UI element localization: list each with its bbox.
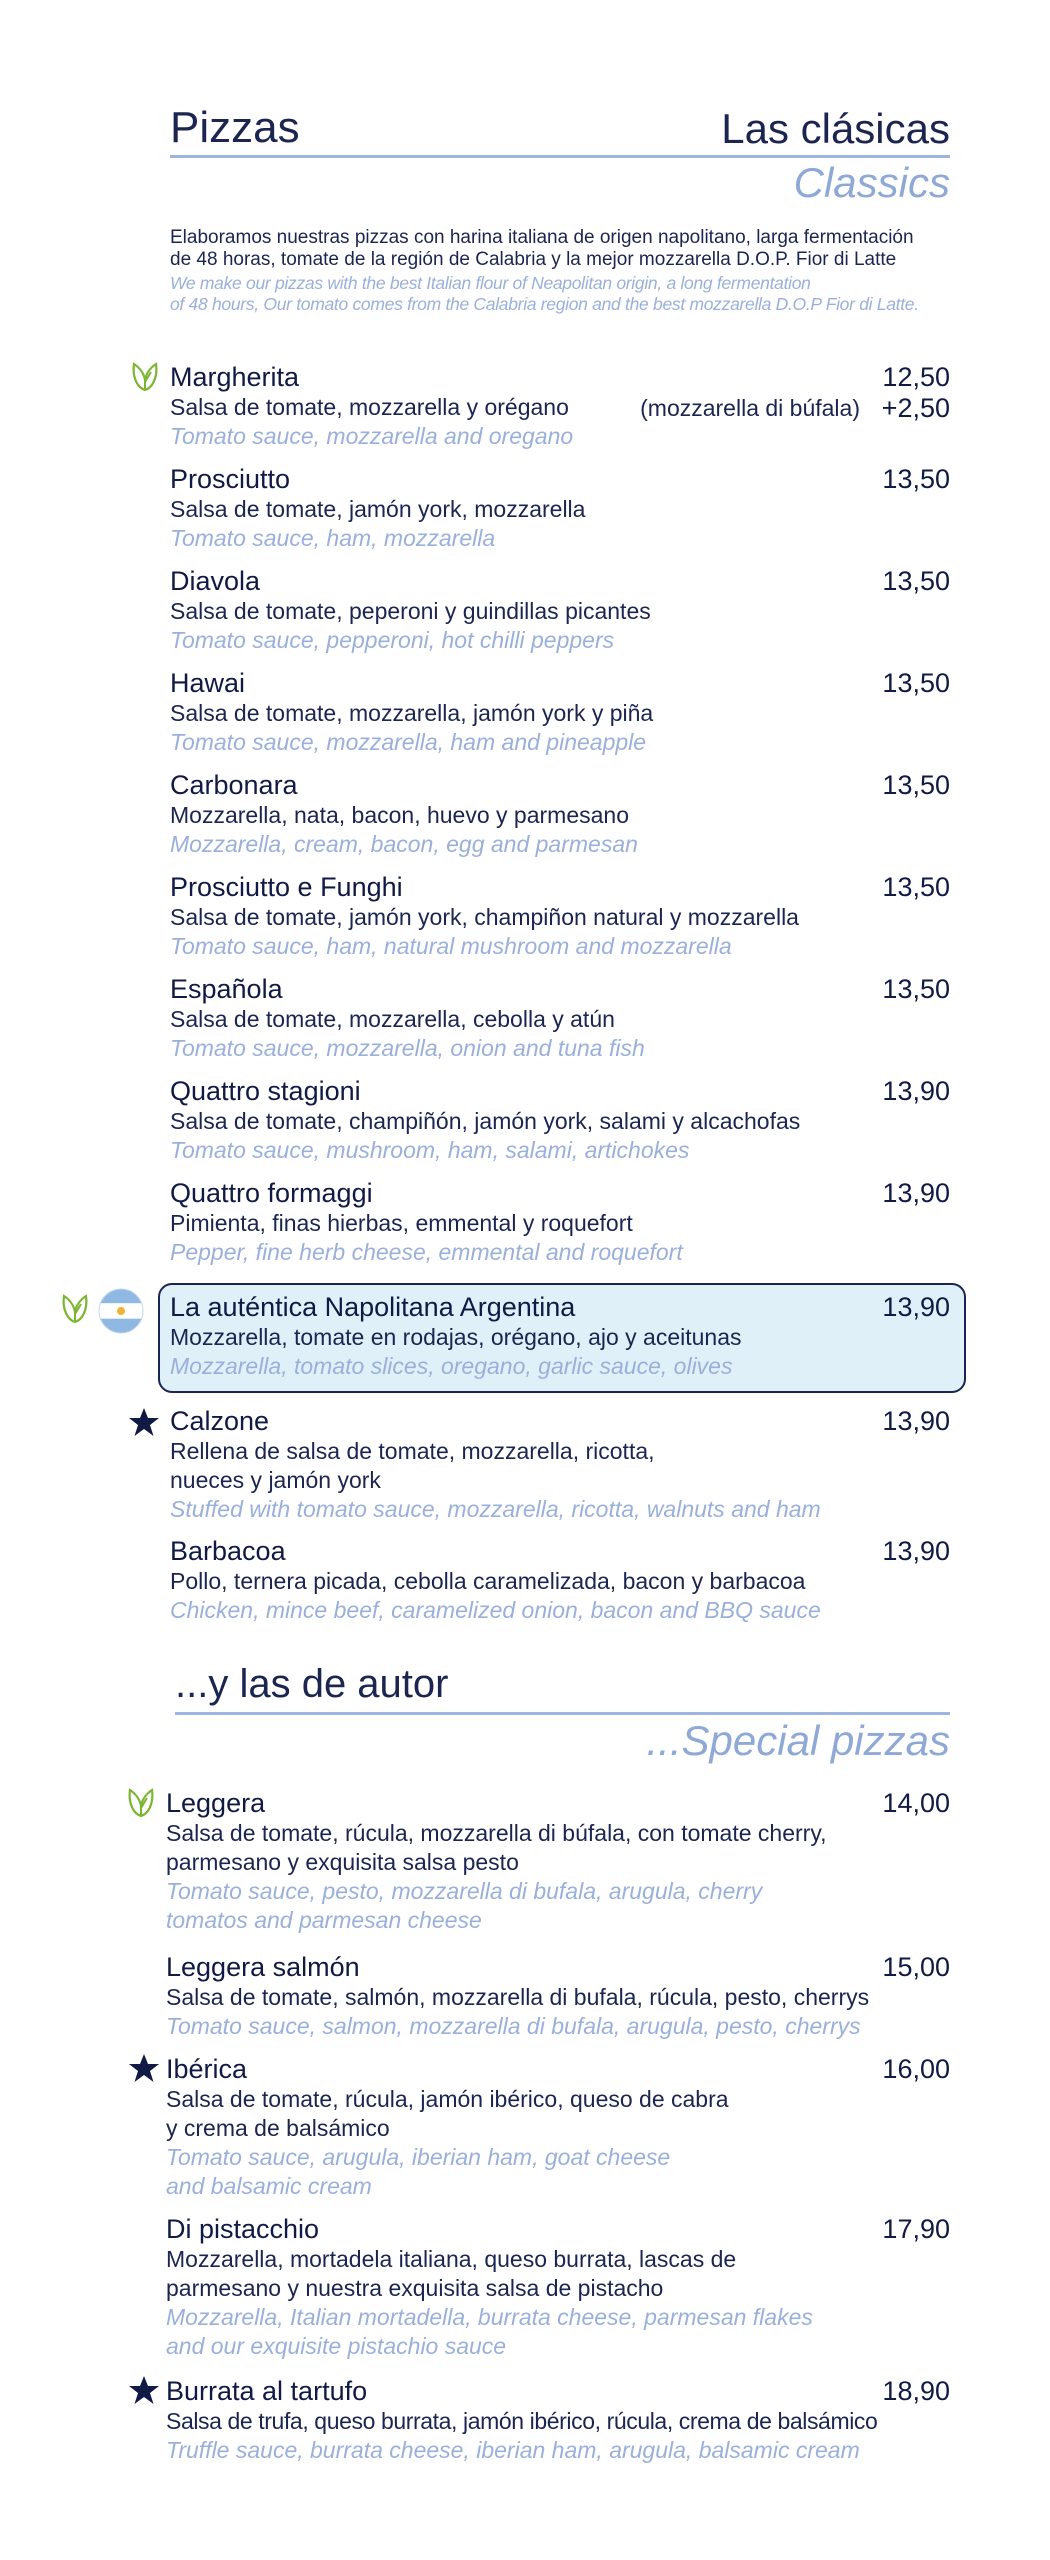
item-desc-en: Tomato sauce, mozzarella, onion and tuna fish [170, 1035, 645, 1061]
page-title: Pizzas [170, 103, 300, 152]
item-desc-es: Pimienta, finas hierbas, emmental y roquefort [170, 1210, 633, 1236]
menu-item-margherita [170, 362, 950, 451]
star-icon [128, 2374, 160, 2406]
item-desc-es: Pollo, ternera picada, cebolla caramelizada, bacon y barbacoa [170, 1568, 806, 1594]
section-title-en: Classics [793, 159, 950, 206]
item-desc-en: Tomato sauce, mozzarella and oregano [170, 423, 574, 449]
item-desc-es-line1: Mozzarella, mortadela italiana, queso burrata, lascas de [166, 2246, 737, 2272]
item-extra-price: +2,50 [881, 393, 950, 423]
item-desc-es-line2: parmesano y nuestra exquisita salsa de pistacho [166, 2275, 664, 2301]
menu-item-quattro-stagioni [170, 1076, 950, 1165]
item-price: 14,00 [882, 1788, 950, 1818]
intro-text [170, 227, 960, 315]
item-name: Calzone [170, 1406, 270, 1436]
item-name: Española [170, 974, 283, 1004]
item-desc-es-line2: nueces y jamón york [170, 1467, 381, 1493]
item-desc-es: Mozzarella, nata, bacon, huevo y parmesano [170, 802, 629, 828]
menu-item-espanola [170, 974, 950, 1063]
item-desc-es: Salsa de tomate, jamón york, mozzarella [170, 496, 586, 522]
item-desc-en-line2: and balsamic cream [166, 2173, 372, 2199]
item-desc-es-line1: Salsa de tomate, rúcula, jamón ibérico, queso de cabra [166, 2086, 729, 2112]
section-title-es: Las clásicas [721, 105, 950, 152]
item-desc-en: Tomato sauce, mushroom, ham, salami, artichokes [170, 1137, 690, 1163]
item-name: Prosciutto e Funghi [170, 872, 403, 902]
item-desc-en-line1: Tomato sauce, arugula, iberian ham, goat cheese [166, 2144, 671, 2170]
item-desc-es-line2: parmesano y exquisita salsa pesto [166, 1849, 519, 1875]
item-price: 13,50 [882, 770, 950, 800]
item-desc-es: Salsa de tomate, peperoni y guindillas picantes [170, 598, 651, 624]
menu-item-prosciutto [170, 464, 950, 553]
item-price: 13,50 [882, 872, 950, 902]
menu-item-leggera-salmon [166, 1952, 950, 2041]
item-desc-en: Chicken, mince beef, caramelized onion, bacon and BBQ sauce [170, 1597, 821, 1623]
item-desc-es-line1: Rellena de salsa de tomate, mozzarella, ricotta, [170, 1438, 655, 1464]
item-price: 18,90 [882, 2376, 950, 2406]
item-desc-es: Salsa de trufa, queso burrata, jamón ibérico, rúcula, crema de balsámico [166, 2408, 878, 2434]
leaf-icon [124, 1786, 158, 1820]
special-section-divider [175, 1712, 950, 1715]
menu-item-barbacoa [170, 1536, 950, 1625]
item-desc-es-line1: Salsa de tomate, rúcula, mozzarella di búfala, con tomate cherry, [166, 1820, 827, 1846]
item-name: Quattro stagioni [170, 1076, 361, 1106]
item-desc-es: Salsa de tomate, mozzarella, jamón york y piña [170, 700, 654, 726]
item-price: 13,50 [882, 464, 950, 494]
item-desc-en: Tomato sauce, mozzarella, ham and pineapple [170, 729, 647, 755]
item-price: 17,90 [882, 2214, 950, 2244]
menu-item-prosciutto-e-funghi [170, 872, 950, 961]
item-desc-es: Salsa de tomate, salmón, mozzarella di bufala, rúcula, pesto, cherrys [166, 1984, 870, 2010]
item-desc-es: Salsa de tomate, champiñón, jamón york, salami y alcachofas [170, 1108, 801, 1134]
item-name: Diavola [170, 566, 261, 596]
item-price: 13,50 [882, 668, 950, 698]
item-desc-en: Mozzarella, cream, bacon, egg and parmesan [170, 831, 638, 857]
item-name: Hawai [170, 668, 246, 698]
item-desc-en: Stuffed with tomato sauce, mozzarella, ricotta, walnuts and ham [170, 1496, 821, 1522]
item-desc-en: Mozzarella, tomato slices, oregano, garlic sauce, olives [170, 1353, 733, 1379]
item-price: 12,50 [882, 362, 950, 392]
item-price: 13,90 [882, 1406, 950, 1436]
menu-item-di-pistacchio [166, 2214, 950, 2361]
star-icon [128, 1406, 160, 1438]
item-name: Margherita [170, 362, 300, 392]
argentina-flag-icon [98, 1288, 144, 1334]
item-desc-en: Tomato sauce, ham, natural mushroom and mozzarella [170, 933, 732, 959]
item-name: Barbacoa [170, 1536, 286, 1566]
item-price: 13,90 [882, 1536, 950, 1566]
item-extra-label: (mozzarella di búfala) [640, 395, 860, 421]
item-price: 13,50 [882, 974, 950, 1004]
item-name: Leggera [166, 1788, 266, 1818]
item-name: Di pistacchio [166, 2214, 320, 2244]
item-desc-en-line2: and our exquisite pistachio sauce [166, 2333, 507, 2359]
menu-item-napolitana-argentina [170, 1292, 950, 1381]
item-name: Ibérica [166, 2054, 248, 2084]
leaf-icon [128, 360, 162, 394]
item-desc-en: Pepper, fine herb cheese, emmental and roquefort [170, 1239, 683, 1265]
menu-item-hawai [170, 668, 950, 757]
item-name: Carbonara [170, 770, 298, 800]
menu-item-iberica [166, 2054, 950, 2201]
intro-en-line2: of 48 hours, Our tomato comes from the Calabria region and the best mozzarella D.O.P Fior di Latte. [170, 294, 919, 314]
item-price: 13,90 [882, 1292, 950, 1322]
menu-item-burrata-al-tartufo [166, 2376, 950, 2465]
item-desc-en-line1: Mozzarella, Italian mortadella, burrata cheese, parmesan flakes [166, 2304, 813, 2330]
item-desc-en: Tomato sauce, salmon, mozzarella di bufala, arugula, pesto, cherrys [166, 2013, 861, 2039]
menu-item-carbonara [170, 770, 950, 859]
special-section-title-en: ...Special pizzas [646, 1717, 950, 1764]
item-desc-en-line1: Tomato sauce, pesto, mozzarella di bufala, arugula, cherry [166, 1878, 763, 1904]
item-desc-en: Tomato sauce, ham, mozzarella [170, 525, 496, 551]
item-price: 13,90 [882, 1178, 950, 1208]
item-desc-es: Salsa de tomate, jamón york, champiñon natural y mozzarella [170, 904, 799, 930]
menu-item-diavola [170, 566, 950, 655]
special-section-title-es: ...y las de autor [175, 1662, 449, 1706]
item-desc-en: Tomato sauce, pepperoni, hot chilli peppers [170, 627, 615, 653]
item-price: 13,90 [882, 1076, 950, 1106]
item-desc-es: Salsa de tomate, mozzarella y orégano [170, 394, 569, 420]
item-name: Leggera salmón [166, 1952, 360, 1982]
menu-item-calzone [170, 1406, 950, 1524]
item-desc-en-line2: tomatos and parmesan cheese [166, 1907, 482, 1933]
intro-en-line1: We make our pizzas with the best Italian flour of Neapolitan origin, a long fermentation [170, 273, 811, 293]
item-desc-es-line2: y crema de balsámico [166, 2115, 390, 2141]
menu-item-quattro-formaggi [170, 1178, 950, 1267]
leaf-icon [58, 1292, 92, 1326]
item-desc-es: Mozzarella, tomate en rodajas, orégano, ajo y aceitunas [170, 1324, 742, 1350]
header-divider [170, 155, 950, 158]
intro-es-line2: de 48 horas, tomate de la región de Calabria y la mejor mozzarella D.O.P. Fior di Latte [170, 249, 897, 270]
item-price: 16,00 [882, 2054, 950, 2084]
item-price: 15,00 [882, 1952, 950, 1982]
star-icon [128, 2052, 160, 2084]
item-name: La auténtica Napolitana Argentina [170, 1292, 576, 1322]
item-price: 13,50 [882, 566, 950, 596]
menu-item-leggera [166, 1788, 950, 1935]
item-desc-es: Salsa de tomate, mozzarella, cebolla y atún [170, 1006, 615, 1032]
item-name: Prosciutto [170, 464, 291, 494]
intro-es-line1: Elaboramos nuestras pizzas con harina italiana de origen napolitano, larga fermentación [170, 227, 914, 248]
item-name: Quattro formaggi [170, 1178, 373, 1208]
item-name: Burrata al tartufo [166, 2376, 368, 2406]
item-desc-en: Truffle sauce, burrata cheese, iberian ham, arugula, balsamic cream [166, 2437, 860, 2463]
